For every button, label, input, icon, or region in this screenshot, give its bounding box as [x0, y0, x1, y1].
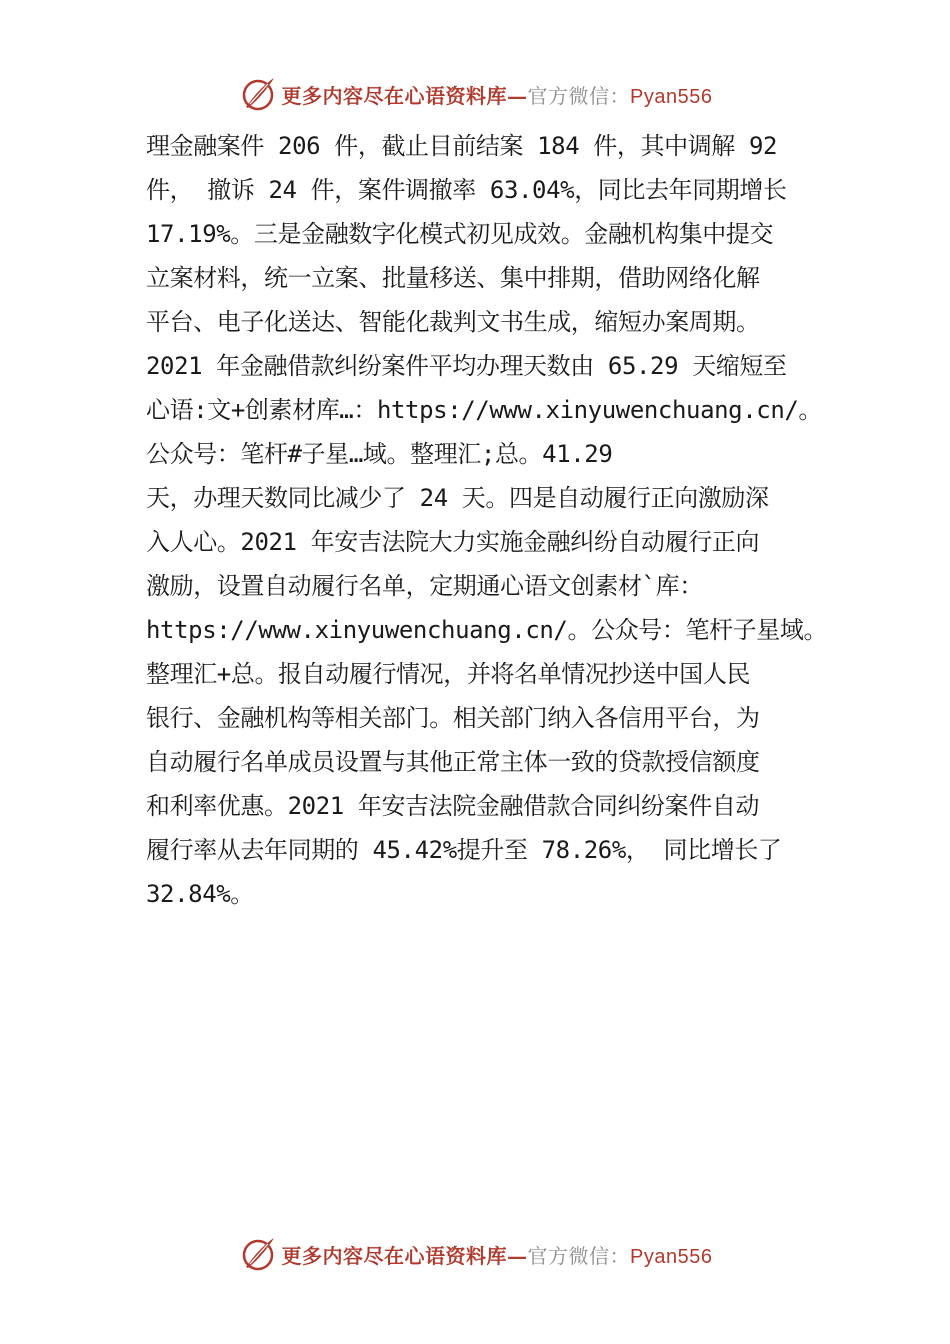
body-line: 自动履行名单成员设置与其他正常主体一致的贷款授信额度 — [146, 748, 760, 776]
body-line: 公众号：笔杆#子星…域。整理汇;总。41.29 — [146, 440, 613, 468]
body-line: 17.19%。三是金融数字化模式初见成效。金融机构集中提交 — [146, 220, 774, 248]
banner-wechat-label: 官方微信： — [527, 83, 631, 108]
banner-wechat-label: 官方微信： — [527, 1243, 631, 1268]
body-line: https://www.xinyuwenchuang.cn/。公众号：笔杆子星域。 — [146, 616, 828, 644]
banner-wechat-id: Pyan556 — [630, 1245, 713, 1268]
banner-title: 更多内容尽在心语资料库— — [281, 83, 528, 108]
body-line: 激励，设置自动履行名单，定期通心语文创素材`库： — [146, 572, 703, 600]
body-line: 2021 年金融借款纠纷案件平均办理天数由 65.29 天缩短至 — [146, 352, 787, 380]
body-line: 平台、电子化送达、智能化裁判文书生成，缩短办案周期。 — [146, 308, 760, 336]
quill-seal-icon — [238, 1234, 278, 1274]
body-line: 件， 撤诉 24 件，案件调撤率 63.04%，同比去年同期增长 — [146, 176, 787, 204]
banner-title: 更多内容尽在心语资料库— — [281, 1243, 528, 1268]
body-line: 理金融案件 206 件，截止目前结案 184 件，其中调解 92 — [146, 132, 778, 160]
body-line: 整理汇+总。报自动履行情况，并将名单情况抄送中国人民 — [146, 660, 751, 688]
body-line: 32.84%。 — [146, 880, 254, 908]
body-line: 心语:文+创素材库…：https://www.xinyuwenchuang.cn/。 — [146, 396, 823, 424]
body-line: 和利率优惠。2021 年安吉法院金融借款合同纠纷案件自动 — [146, 792, 760, 820]
body-line: 银行、金融机构等相关部门。相关部门纳入各信用平台，为 — [146, 704, 760, 732]
header-banner — [0, 72, 950, 116]
quill-seal-icon — [238, 74, 278, 114]
footer-banner — [0, 1232, 950, 1276]
body-line: 入人心。2021 年安吉法院大力实施金融纠纷自动履行正向 — [146, 528, 760, 556]
body-line: 立案材料，统一立案、批量移送、集中排期，借助网络化解 — [146, 264, 760, 292]
document-body — [146, 124, 826, 916]
body-line: 履行率从去年同期的 45.42%提升至 78.26%， 同比增长了 — [146, 836, 782, 864]
body-line: 天，办理天数同比减少了 24 天。四是自动履行正向激励深 — [146, 484, 769, 512]
banner-wechat-id: Pyan556 — [630, 85, 713, 108]
